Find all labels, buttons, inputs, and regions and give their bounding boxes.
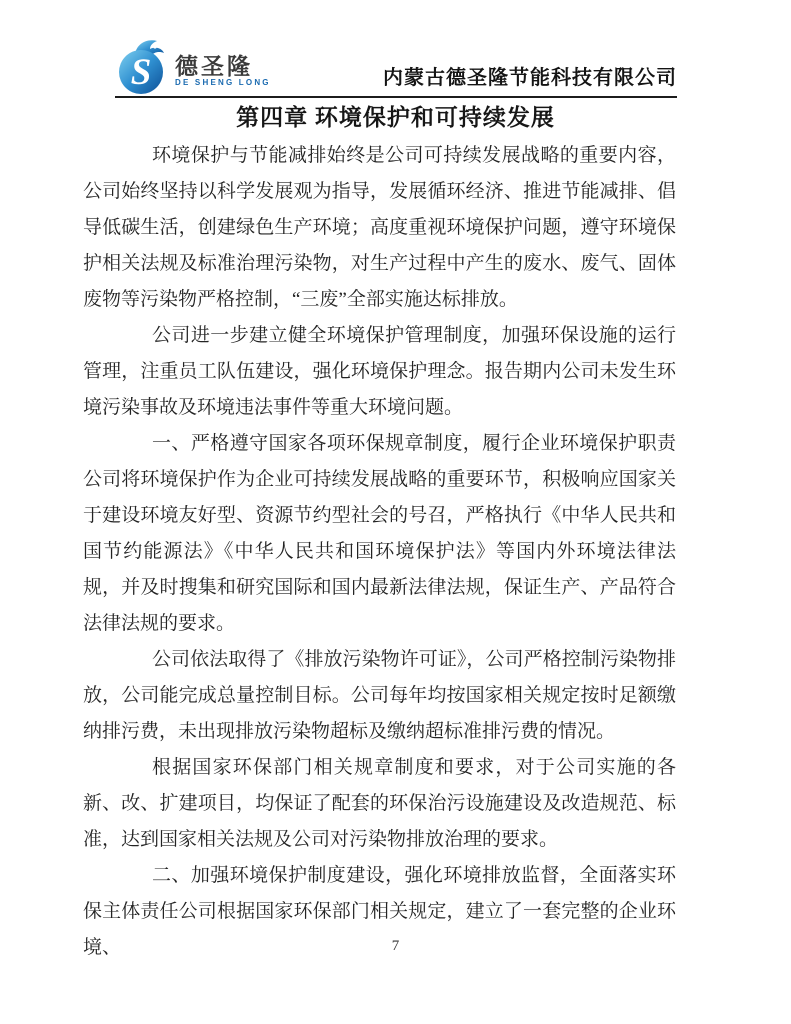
logo-wordmark (175, 54, 271, 88)
body-paragraph-2: 公司进一步建立健全环境保护管理制度，加强环保设施的运行管理，注重员工队伍建设，强化环境保护理念。报告期内公司未发生环境污染事故及环境违法事件等重大环境问题。 (83, 325, 676, 418)
body-paragraph-6: 二、加强环境保护制度建设，强化环境排放监督，全面落实环保主体责任公司根据国家环保部门相关规定，建立了一套完整的企业环境、 (83, 865, 676, 958)
page-number: 7 (391, 938, 400, 954)
svg-text:S: S (130, 52, 152, 93)
logo-name-chinese: 德圣隆 (175, 53, 253, 79)
company-name: 内蒙古德圣隆节能科技有限公司 (383, 67, 677, 89)
body-paragraph-1: 环境保护与节能减排始终是公司可持续发展战略的重要内容，公司始终坚持以科学发展观为指导，发展循环经济、推进节能减排、倡导低碳生活，创建绿色生产环境；高度重视环境保护问题，遵守环境保护相关法规及标准治理污染物，对生产过程中产生的废水、废气、固体废物等污染物严格控制，“三废”全部实施达标排放。 (83, 145, 676, 310)
page-footer (0, 938, 791, 955)
body-paragraph-5: 根据国家环保部门相关规章制度和要求，对于公司实施的各新、改、扩建项目，均保证了配套的环保治污设施建设及改造规范、标准，达到国家相关法规及公司对污染物排放治理的要求。 (83, 757, 676, 850)
body-paragraph-3: 一、严格遵守国家各项环保规章制度，履行企业环境保护职责公司将环境保护作为企业可持续发展战略的重要环节，积极响应国家关于建设环境友好型、资源节约型社会的号召，严格执行《中华人民共和国节约能源法》《中华人民共和国环境保护法》等国内外环境法律法规，并及时搜集和研究国际和国内最新法律法规，保证生产、产品符合法律法规的要求。 (83, 433, 676, 634)
page-header (115, 0, 677, 98)
document-body (83, 138, 676, 966)
dragon-s-logo-icon (116, 36, 170, 96)
company-logo (116, 36, 271, 96)
logo-name-english: DE SHENG LONG (175, 78, 271, 87)
chapter-title: 第四章 环境保护和可持续发展 (236, 105, 555, 130)
body-paragraph-4: 公司依法取得了《排放污染物许可证》，公司严格控制污染物排放，公司能完成总量控制目标。公司每年均按国家相关规定按时足额缴纳排污费，未出现排放污染物超标及缴纳超标准排污费的情况。 (83, 649, 676, 742)
